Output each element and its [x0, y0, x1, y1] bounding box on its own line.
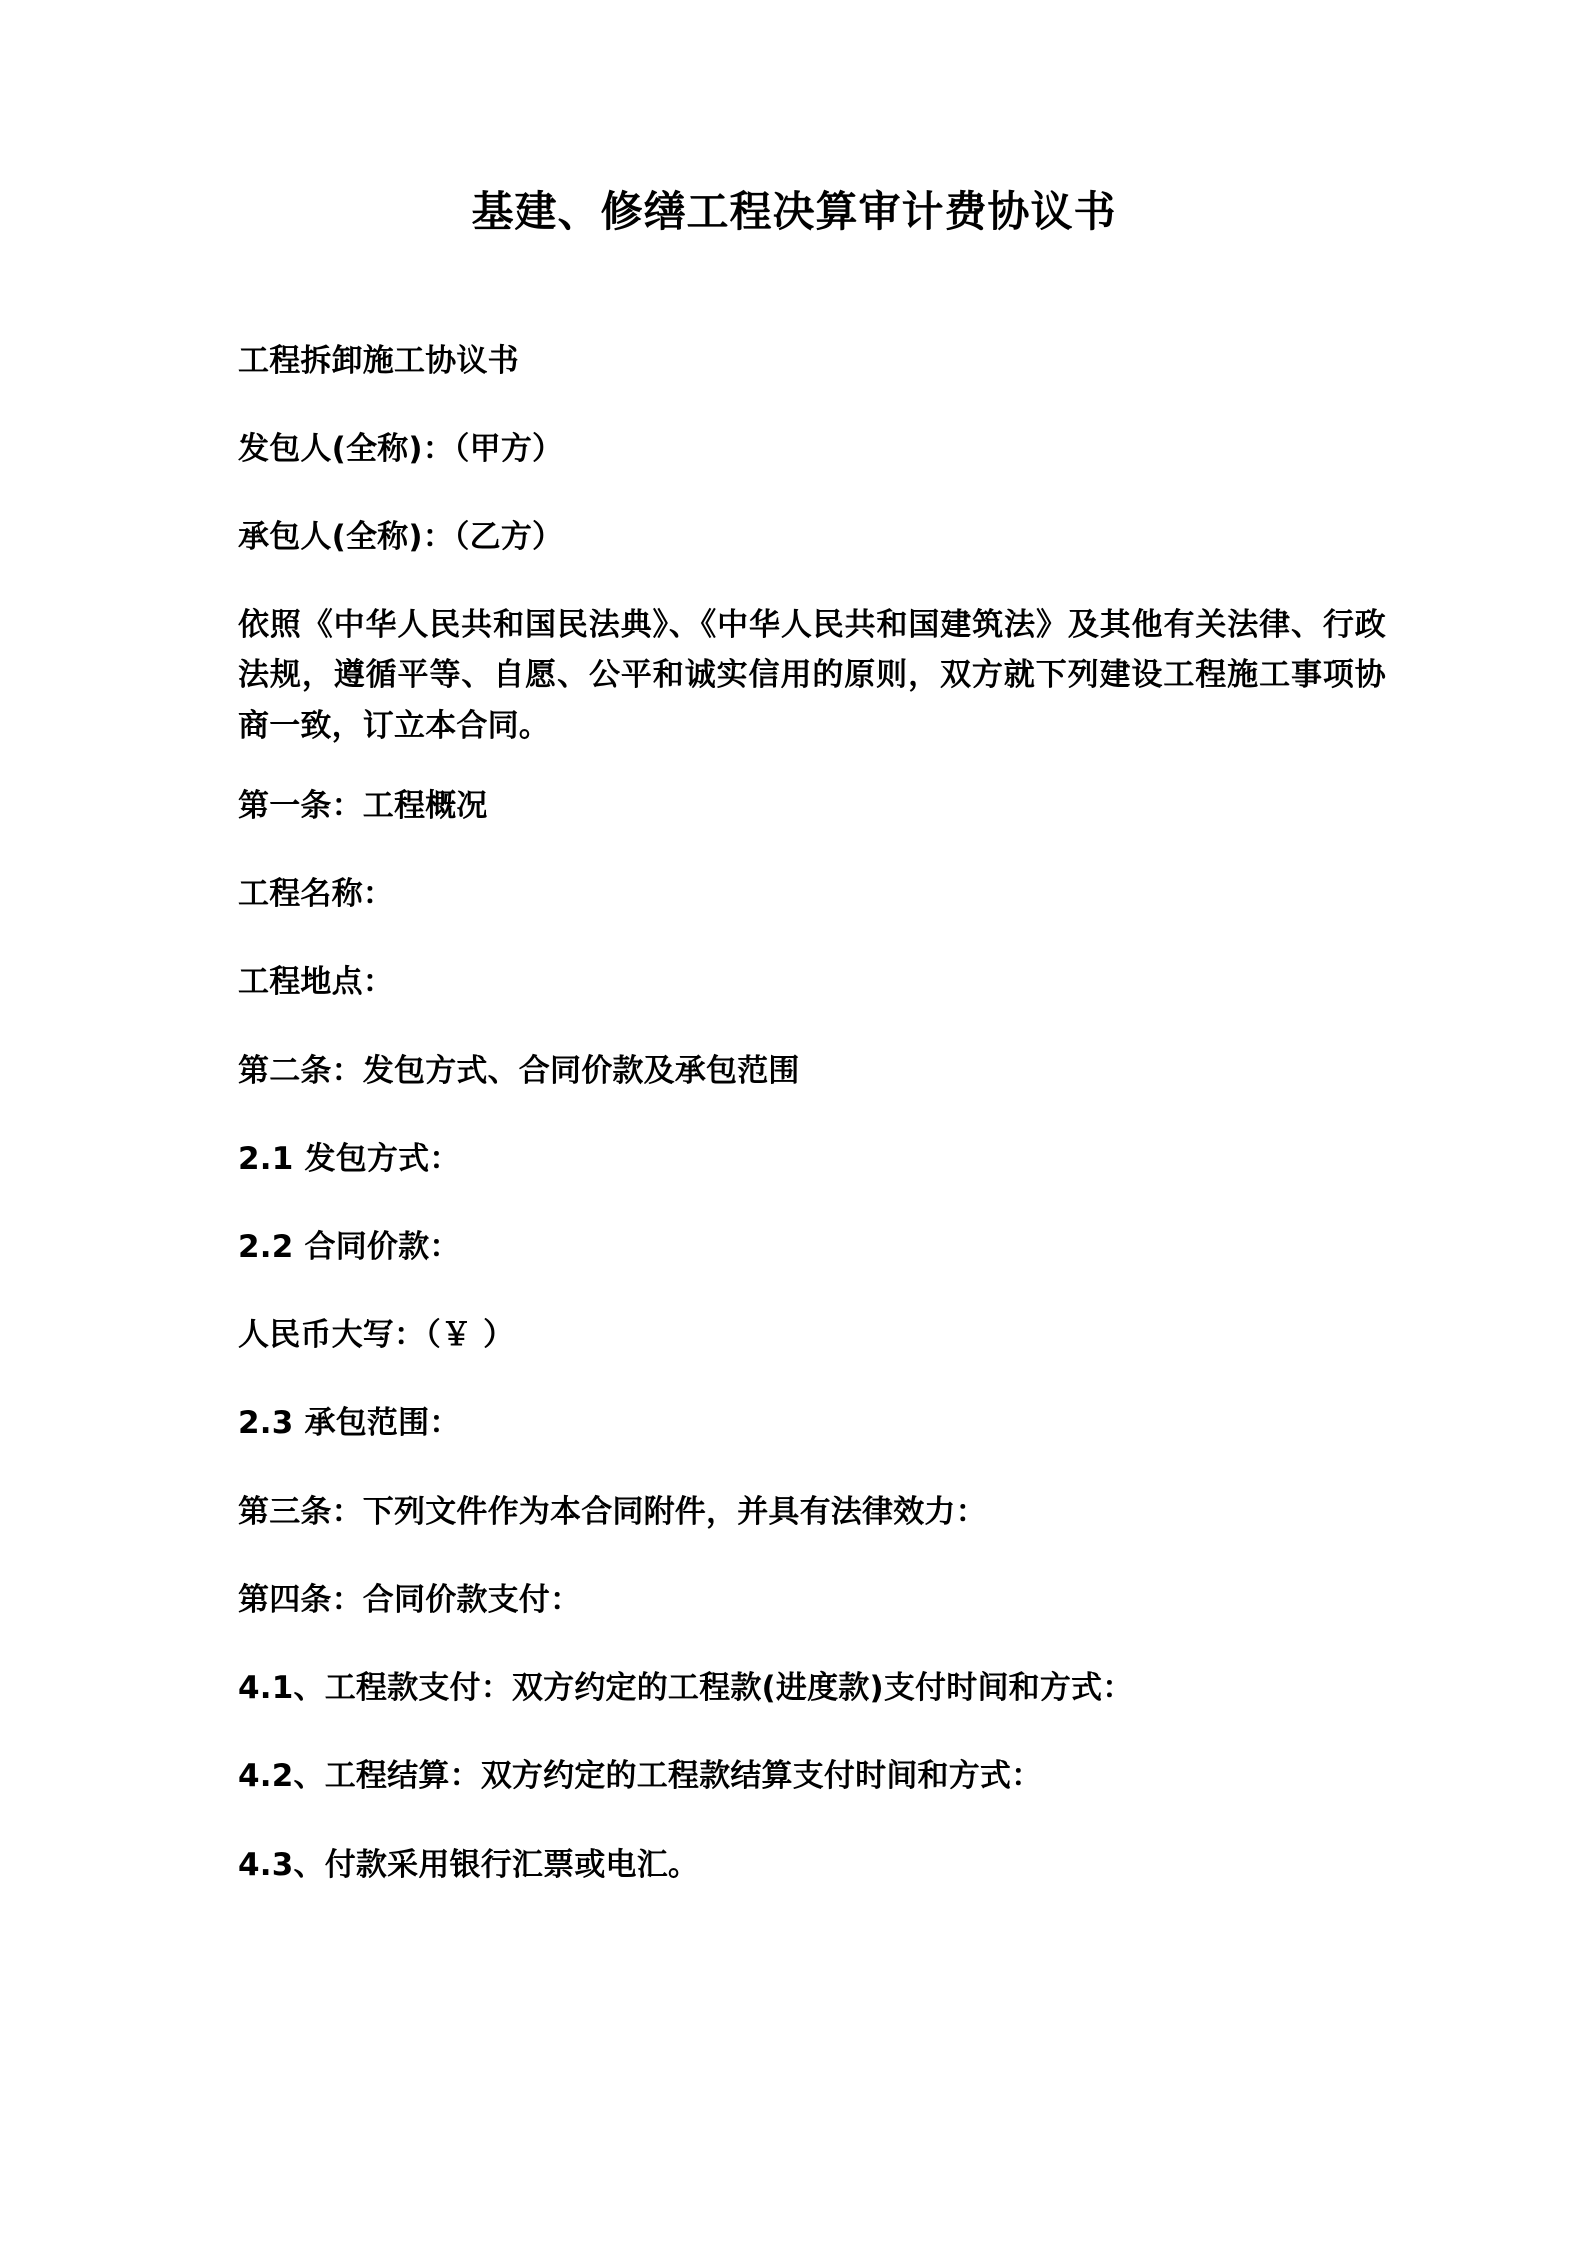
paragraph-article-3: 第三条：下列文件作为本合同附件，并具有法律效力：	[238, 1493, 987, 1530]
paragraph-party-b: 承包人(全称)：（乙方）	[238, 519, 564, 556]
paragraph-preamble: 依照《中华人民共和国民法典》、《中华人民共和国建筑法》及其他有关法律、行政法规，遵循平等、自愿、公平和诚实信用的原则，双方就下列建设工程施工事项协商一致，订立本合同。	[238, 607, 1386, 744]
paragraph-party-a: 发包人(全称)：（甲方）	[238, 430, 564, 467]
paragraph-clause-2-2: 2.2 合同价款：	[238, 1229, 461, 1265]
paragraph-subtitle: 工程拆卸施工协议书	[238, 342, 519, 379]
paragraph-clause-4-2: 4.2、工程结算：双方约定的工程款结算支付时间和方式：	[238, 1758, 1043, 1795]
paragraph-clause-2-3: 2.3 承包范围：	[238, 1405, 461, 1442]
paragraph-amount-in-words: 人民币大写：（￥ ）	[238, 1317, 515, 1354]
paragraph-article-1: 第一条：工程概况	[238, 787, 488, 824]
page-title: 基建、修缮工程决算审计费协议书	[471, 187, 1117, 236]
paragraph-clause-4-3: 4.3、付款采用银行汇票或电汇。	[238, 1846, 700, 1883]
paragraph-article-4: 第四条：合同价款支付：	[238, 1581, 582, 1618]
paragraph-project-name: 工程名称：	[238, 876, 394, 913]
paragraph-clause-4-1: 4.1、工程款支付：双方约定的工程款(进度款)支付时间和方式：	[238, 1670, 1134, 1707]
paragraph-clause-2-1: 2.1 发包方式：	[238, 1140, 461, 1177]
document-body	[238, 336, 1386, 1890]
paragraph-article-2: 第二条：发包方式、合同价款及承包范围	[238, 1052, 800, 1089]
paragraph-project-site: 工程地点：	[238, 964, 394, 1001]
